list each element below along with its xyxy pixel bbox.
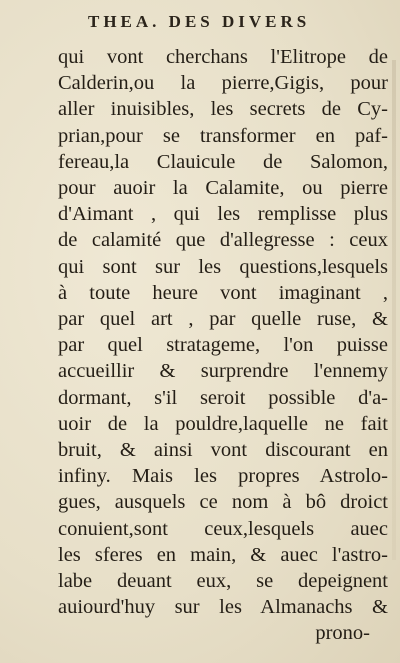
text-line: Calderin,ou la pierre,Gigis, pour (58, 72, 388, 95)
page-edge-shadow (392, 60, 396, 560)
text-line: labe deuant eux, se depeignent (58, 570, 388, 593)
text-line: qui sont sur les questions,lesquels (58, 255, 388, 278)
text-line: de calamité que d'allegresse : ceux (58, 229, 388, 252)
text-line: gues, ausquels ce nom à bô droict (58, 491, 388, 514)
text-line: bruit, & ainsi vont discourant en (58, 439, 388, 462)
text-line: fereau,la Clauicule de Salomon, (58, 150, 388, 173)
text-line: pour auoir la Calamite, ou pierre (58, 177, 388, 200)
text-line: à toute heure vont imaginant , (58, 281, 388, 304)
text-line: uoir de la pouldre,laquelle ne fait (58, 412, 388, 435)
text-line: infiny. Mais les propres Astrolo- (58, 465, 388, 488)
text-line: par quel art , par quelle ruse, & (58, 308, 388, 331)
text-line: auiourd'huy sur les Almanachs & (58, 596, 388, 619)
catchword: prono- (315, 622, 370, 645)
text-line: aller inuisibles, les secrets de Cy- (58, 98, 388, 121)
text-line: prian,pour se transformer en paf- (58, 124, 388, 147)
text-line: d'Aimant , qui les remplisse plus (58, 203, 388, 226)
text-line: dormant, s'il seroit possible d'a- (58, 386, 388, 409)
text-line: les sferes en main, & auec l'astro- (58, 543, 388, 566)
text-line: conuient,sont ceux,lesquels auec (58, 517, 388, 540)
text-line: accueillir & surprendre l'ennemy (58, 360, 388, 383)
running-head: THEA. DES DIVERS (88, 12, 311, 31)
body-text (58, 44, 388, 647)
text-line: qui vont cherchans l'Elitrope de (58, 46, 388, 68)
text-line: par quel stratageme, l'on puisse (58, 334, 388, 357)
